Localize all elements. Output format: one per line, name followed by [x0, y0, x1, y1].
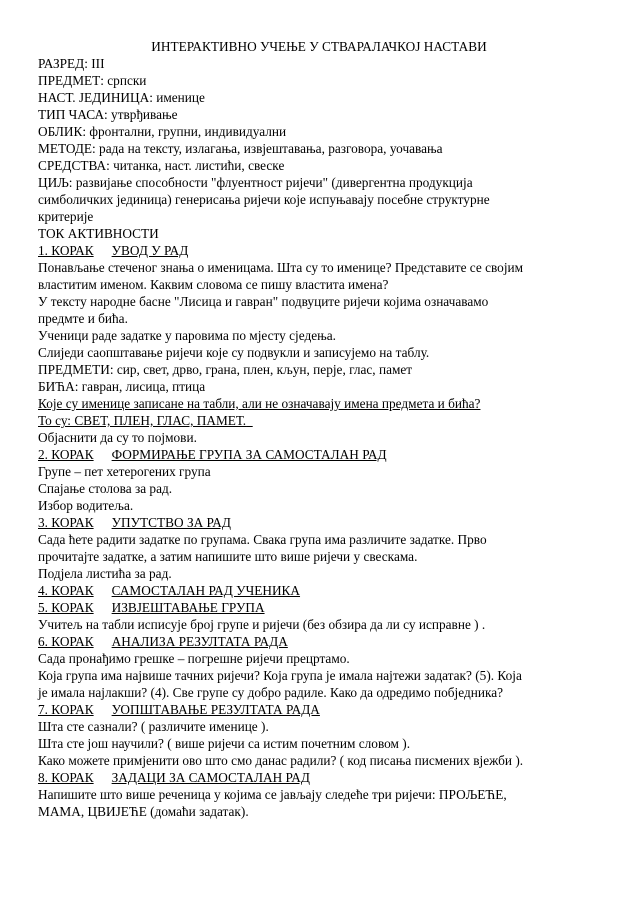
- step-1-line: Слиједи саопштавање ријечи које су подвукли и записујемо на таблу.: [38, 345, 430, 360]
- step-1-heading: [38, 242, 600, 259]
- methods-line: МЕТОДЕ: рада на тексту, излагања, извјештавања, разговора, уочавања: [38, 141, 443, 156]
- document-title: ИНТЕРАКТИВНО УЧЕЊЕ У СТВАРАЛАЧКОЈ НАСТАВИ: [151, 39, 487, 54]
- step-1-line: У тексту народне басне "Лисица и гавран" подвуците ријечи којима означавамо: [38, 294, 489, 309]
- step-7-title: УОПШТАВАЊЕ РЕЗУЛТАТА РАДА: [111, 702, 320, 717]
- step-2-line: Спајање столова за рад.: [38, 481, 173, 496]
- step-8-title: ЗАДАЦИ ЗА САМОСТАЛАН РАД: [111, 770, 310, 785]
- step-1-line: Понављање стеченог знања о именицама. Шта су то именице? Представите се својим: [38, 260, 524, 275]
- step-7-line: Шта сте још научили? ( више ријечи са истим почетним словом ).: [38, 736, 411, 751]
- step-4-heading: [38, 582, 600, 599]
- step-6-number: 6. КОРАК: [38, 634, 94, 649]
- step-6-line: Сада пронађимо грешке – погрешне ријечи прецртамо.: [38, 651, 350, 666]
- subject-line: ПРЕДМЕТ: српски: [38, 73, 147, 88]
- step-3-heading: [38, 514, 600, 531]
- step-2-title: ФОРМИРАЊЕ ГРУПА ЗА САМОСТАЛАН РАД: [111, 447, 387, 462]
- step-5-line: Учитељ на табли исписује број групе и ријечи (без обзира да ли су исправне ) .: [38, 617, 486, 632]
- step-1-number: 1. КОРАК: [38, 243, 94, 258]
- step-2-number: 2. КОРАК: [38, 447, 94, 462]
- goal-line-3: критерије: [38, 209, 94, 224]
- step-4-title: САМОСТАЛАН РАД УЧЕНИКА: [111, 583, 301, 598]
- step-6-line: Која група има највише тачних ријечи? Која група је имала најтежи задатак? (5). Која: [38, 668, 522, 683]
- step-5-title: ИЗВЈЕШТАВАЊЕ ГРУПА: [111, 600, 265, 615]
- step-3-line: прочитајте задатке, а затим напишите што више ријечи у свескама.: [38, 549, 418, 564]
- step-4-number: 4. КОРАК: [38, 583, 94, 598]
- goal-line-1: ЦИЉ: развијање способности "флуентност ријечи" (дивергентна продукција: [38, 175, 473, 190]
- step-7-heading: [38, 701, 600, 718]
- step-6-heading: [38, 633, 600, 650]
- step-1-title: УВОД У РАД: [111, 243, 189, 258]
- step-8-line: МАМА, ЦВИЈЕЋЕ (домаћи задатак).: [38, 804, 249, 819]
- step-1-answer-wrap: [38, 412, 600, 429]
- step-6-title: АНАЛИЗА РЕЗУЛТАТА РАДА: [111, 634, 288, 649]
- step-2-heading: [38, 446, 600, 463]
- step-2-line: Групе – пет хетерогених група: [38, 464, 211, 479]
- step-1-line: Ученици раде задатке у паровима по мјесту сједења.: [38, 328, 336, 343]
- step-7-line: Шта сте сазнали? ( различите именице ).: [38, 719, 269, 734]
- step-1-answer: То су: СВЕТ, ПЛЕН, ГЛАС, ПАМЕТ.: [38, 413, 247, 428]
- step-1-question: Које су именице записане на табли, али не означавају имена предмета и бића?: [38, 396, 481, 411]
- step-5-number: 5. КОРАК: [38, 600, 94, 615]
- step-8-line: Напишите што више реченица у којима се јављају следеће три ријечи: ПРОЉЕЋЕ,: [38, 787, 507, 802]
- step-2-line: Избор водитеља.: [38, 498, 134, 513]
- step-7-number: 7. КОРАК: [38, 702, 94, 717]
- beings-list: БИЋА: гавран, лисица, птица: [38, 379, 206, 394]
- step-8-heading: [38, 769, 600, 786]
- activity-flow-heading: ТОК АКТИВНОСТИ: [38, 226, 159, 241]
- objects-list: ПРЕДМЕТИ: сир, свет, дрво, грана, плен, кљун, перје, глас, памет: [38, 362, 413, 377]
- step-3-number: 3. КОРАК: [38, 515, 94, 530]
- grade-line: РАЗРЕД: III: [38, 56, 105, 71]
- step-5-heading: [38, 599, 600, 616]
- work-form-line: ОБЛИК: фронтални, групни, индивидуални: [38, 124, 287, 139]
- step-3-line: Сада ћете радити задатке по групама. Свака група има различите задатке. Прво: [38, 532, 487, 547]
- step-1-explain: Објаснити да су то појмови.: [38, 430, 197, 445]
- step-7-line: Како можете примјенити ово што смо данас радили? ( код писања писмених вјежби ).: [38, 753, 524, 768]
- step-1-line: предмте и бића.: [38, 311, 128, 326]
- resources-line: СРЕДСТВА: читанка, наст. листићи, свеске: [38, 158, 285, 173]
- document-page: [38, 38, 600, 820]
- step-6-line: је имала најлакши? (4). Све групе су добро радиле. Како да одредимо побједника?: [38, 685, 504, 700]
- step-3-line: Подјела листића за рад.: [38, 566, 172, 581]
- unit-line: НАСТ. ЈЕДИНИЦА: именице: [38, 90, 205, 105]
- lesson-type-line: ТИП ЧАСА: утврђивање: [38, 107, 178, 122]
- step-8-number: 8. КОРАК: [38, 770, 94, 785]
- step-3-title: УПУТСТВО ЗА РАД: [111, 515, 231, 530]
- step-1-line: властитим именом. Каквим словома се пишу властита имена?: [38, 277, 389, 292]
- goal-line-2: симболичких јединица) генерисања ријечи које испуњавају посебне структурне: [38, 192, 490, 207]
